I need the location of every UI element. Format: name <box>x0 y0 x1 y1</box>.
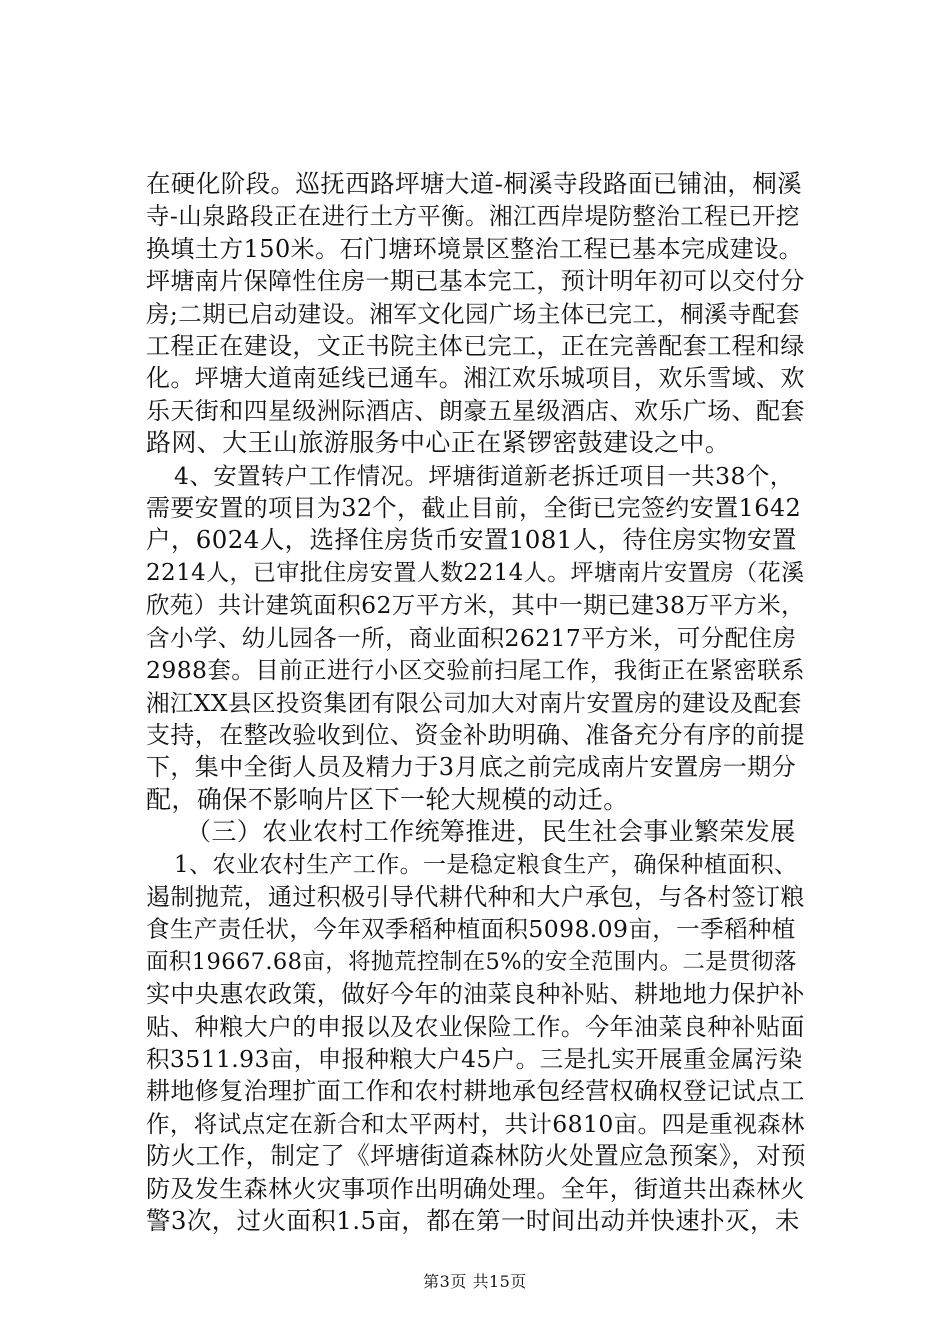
text-line: 路网、大王山旅游服务中心正在紧锣密鼓建设之中。 <box>146 428 731 458</box>
text-line: 防火工作，制定了《坪塘街道森林防火处置应急预案》，对预 <box>146 1141 807 1171</box>
text-line: 配，确保不影响片区下一轮大规模的动迁。 <box>146 784 629 814</box>
text-line: 工程正在建设，文正书院主体已完工，正在完善配套工程和绿 <box>146 332 805 361</box>
text-line: 警3次，过火面积1.5亩，都在第一时间出动并快速扑灭，未 <box>146 1206 800 1235</box>
document-body <box>146 168 806 1237</box>
text-line: 积3511.93亩，申报种粮大户45户。三是扎实开展重金属污染 <box>146 1044 803 1073</box>
text-line: 换填土方150米。石门塘环境景区整治工程已基本完成建设。 <box>146 234 804 263</box>
text-line: 下，集中全街人员及精力于3月底之前完成南片安置房一期分 <box>146 753 797 782</box>
text-line: 需要安置的项目为32个，截止目前，全街已完签约安置1642 <box>146 494 802 523</box>
text-line: 户，6024人，选择住房货币安置1081人，待住房实物安置 <box>146 525 797 555</box>
text-line: 2988套。目前正进行小区交验前扫尾工作，我街正在紧密联系 <box>146 656 805 685</box>
text-line: 耕地修复治理扩面工作和农村耕地承包经营权确权登记试点工 <box>146 1077 805 1106</box>
paragraph-start-line: 4、安置转户工作情况。坪塘街道新老拆迁项目一共38个， <box>174 461 794 490</box>
page-number-footer: 第3页 共15页 <box>423 1272 527 1291</box>
text-line: 面积19667.68亩，将抛荒控制在5%的安全范围内。二是贯彻落 <box>146 948 797 975</box>
text-line: 坪塘南片保障性住房一期已基本完工，预计明年初可以交付分 <box>146 267 805 296</box>
text-line: 2214人，已审批住房安置人数2214人。坪塘南片安置房（花溪 <box>146 559 805 586</box>
text-line: 乐天街和四星级洲际酒店、朗豪五星级酒店、欢乐广场、配套 <box>146 396 805 425</box>
text-line: 防及发生森林火灾事项作出明确处理。全年，街道共出森林火 <box>146 1174 805 1203</box>
text-line: 食生产责任状，今年双季稻种植面积5098.09亩，一季稻种植 <box>146 915 796 944</box>
text-line: 实中央惠农政策，做好今年的油菜良种补贴、耕地地力保护补 <box>146 980 805 1009</box>
text-line: 支持，在整改验收到位、资金补助明确、准备充分有序的前提 <box>146 720 805 749</box>
text-line: 遏制抛荒，通过积极引导代耕代种和大户承包，与各村签订粮 <box>146 882 805 911</box>
text-line: 贴、种粮大户的申报以及农业保险工作。今年油菜良种补贴面 <box>146 1012 805 1041</box>
section-heading: （三）农业农村工作统筹推进，民生社会事业繁荣发展 <box>186 817 796 847</box>
text-line: 房;二期已启动建设。湘军文化园广场主体已完工，桐溪寺配套 <box>146 299 800 328</box>
text-line: 化。坪塘大道南延线已通车。湘江欢乐城项目，欢乐雪域、欢 <box>146 364 805 393</box>
text-line: 湘江XX县区投资集团有限公司加大对南片安置房的建设及配套 <box>146 688 802 717</box>
text-line: 寺-山泉路段正在进行土方平衡。湘江西岸堤防整治工程已开挖 <box>146 202 800 231</box>
paragraph-start-line: 1、农业农村生产工作。一是稳定粮食生产，确保种植面积、 <box>174 851 798 878</box>
text-line: 欣苑）共计建筑面积62万平方米，其中一期已建38万平方米， <box>146 591 805 620</box>
text-line: 在硬化阶段。巡抚西路坪塘大道-桐溪寺段路面已铺油，桐溪 <box>146 169 803 198</box>
text-line: 含小学、幼儿园各一所，商业面积26217平方米，可分配住房 <box>146 623 797 652</box>
text-line: 作，将试点定在新合和太平两村，共计6810亩。四是重视森林 <box>146 1109 805 1138</box>
